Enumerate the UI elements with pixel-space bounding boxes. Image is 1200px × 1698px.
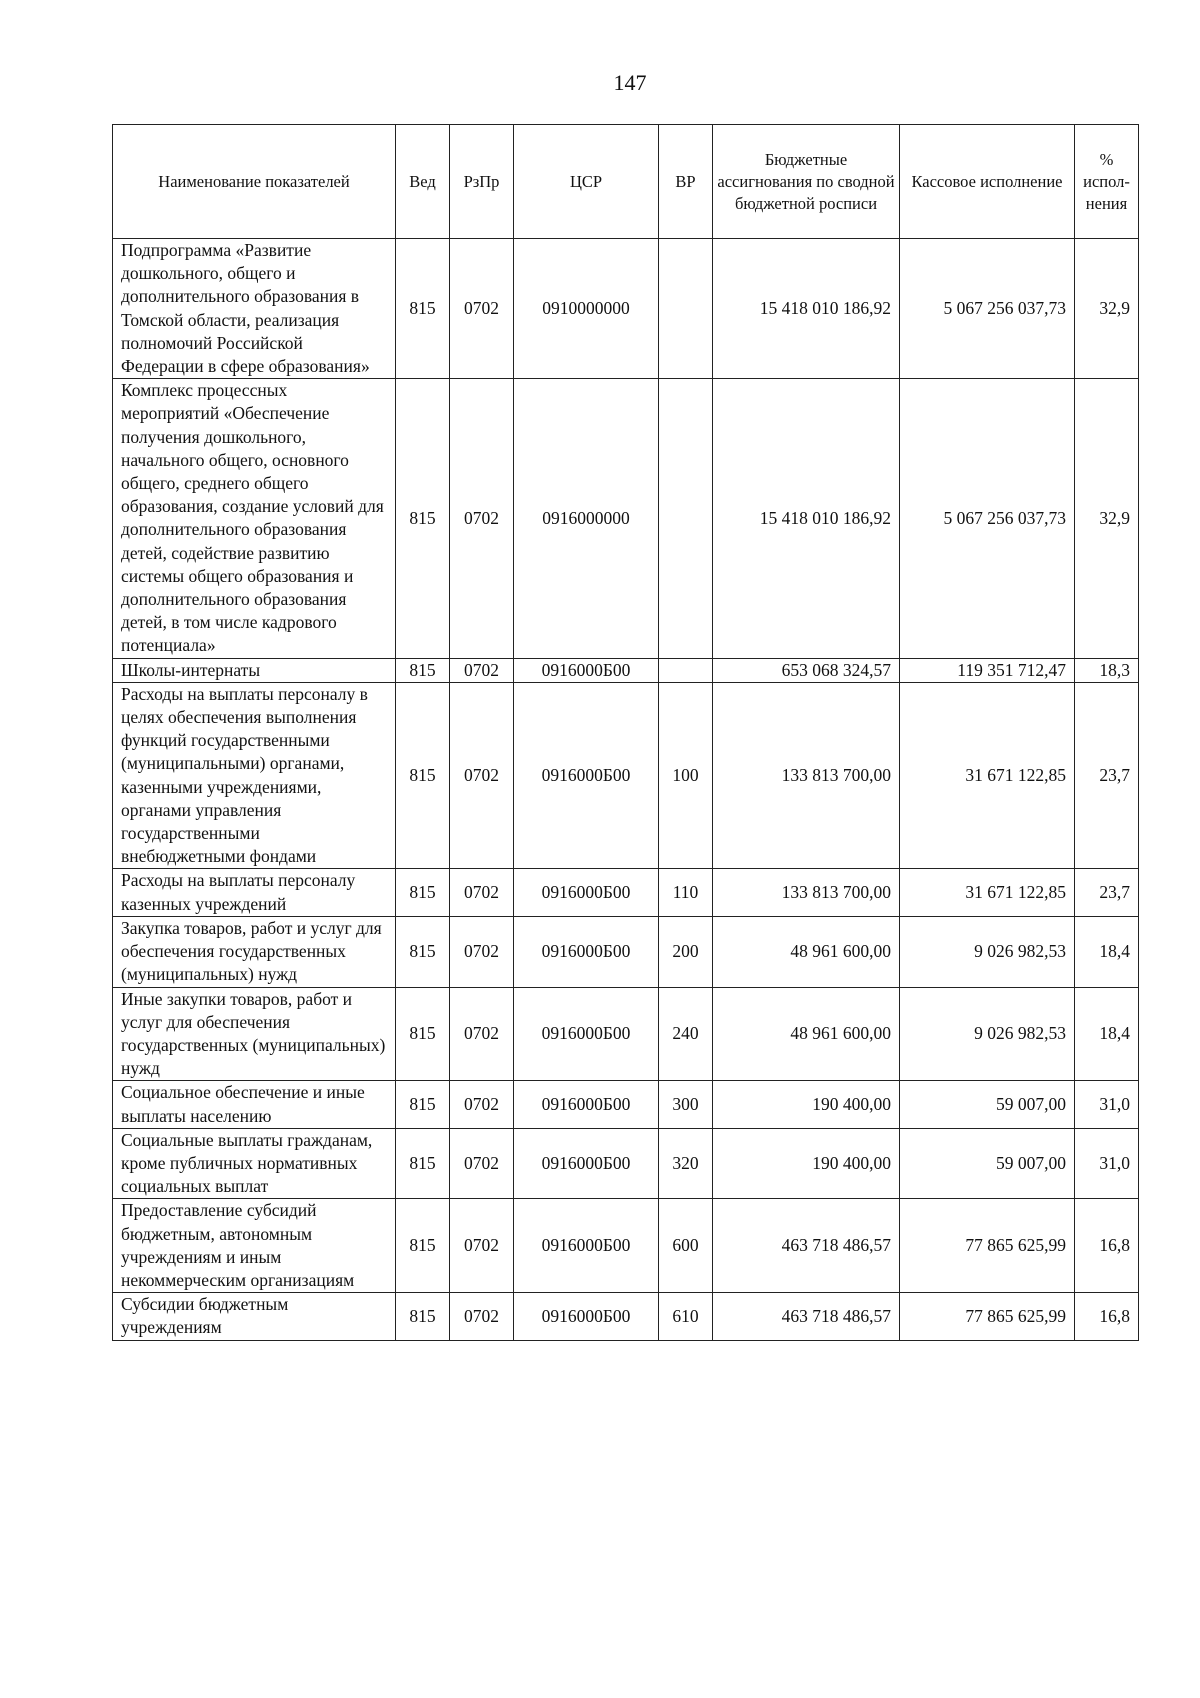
row-pct: 23,7 [1075, 682, 1139, 869]
row-ved: 815 [396, 1293, 450, 1340]
row-csr: 0916000Б00 [514, 682, 659, 869]
row-name: Школы-интернаты [113, 658, 396, 682]
row-rzpr: 0702 [450, 1128, 514, 1199]
row-name: Предоставление субсидий бюджетным, автономным учреждениям и иным некоммерческим организациям [113, 1199, 396, 1293]
row-cash: 9 026 982,53 [900, 987, 1075, 1081]
row-assign: 190 400,00 [713, 1128, 900, 1199]
row-rzpr: 0702 [450, 1081, 514, 1128]
table-row [113, 1199, 1139, 1293]
row-ved: 815 [396, 239, 450, 379]
row-cash: 31 671 122,85 [900, 682, 1075, 869]
row-pct: 16,8 [1075, 1293, 1139, 1340]
row-pct: 23,7 [1075, 869, 1139, 916]
row-rzpr: 0702 [450, 987, 514, 1081]
row-cash: 59 007,00 [900, 1081, 1075, 1128]
row-rzpr: 0702 [450, 1293, 514, 1340]
row-rzpr: 0702 [450, 682, 514, 869]
header-row [113, 125, 1139, 239]
row-csr: 0916000Б00 [514, 658, 659, 682]
row-vr: 320 [659, 1128, 713, 1199]
row-ved: 815 [396, 682, 450, 869]
row-rzpr: 0702 [450, 379, 514, 658]
table-row [113, 379, 1139, 658]
row-name: Подпрограмма «Развитие дошкольного, общего и дополнительного образования в Томской области, реализация полномочий Российской Федерации в сфере образования» [113, 239, 396, 379]
row-csr: 0916000Б00 [514, 1293, 659, 1340]
row-assign: 653 068 324,57 [713, 658, 900, 682]
row-name: Иные закупки товаров, работ и услуг для обеспечения государственных (муниципальных) нужд [113, 987, 396, 1081]
row-cash: 119 351 712,47 [900, 658, 1075, 682]
row-pct: 18,3 [1075, 658, 1139, 682]
row-pct: 32,9 [1075, 379, 1139, 658]
row-vr: 200 [659, 916, 713, 987]
row-vr [659, 658, 713, 682]
row-csr: 0916000Б00 [514, 916, 659, 987]
row-assign: 133 813 700,00 [713, 869, 900, 916]
row-vr: 110 [659, 869, 713, 916]
row-name: Социальное обеспечение и иные выплаты населению [113, 1081, 396, 1128]
header-csr: ЦСР [514, 125, 659, 239]
table-row [113, 1081, 1139, 1128]
row-name: Социальные выплаты гражданам, кроме публичных нормативных социальных выплат [113, 1128, 396, 1199]
row-vr: 240 [659, 987, 713, 1081]
row-csr: 0916000000 [514, 379, 659, 658]
row-cash: 5 067 256 037,73 [900, 379, 1075, 658]
row-name: Комплекс процессных мероприятий «Обеспечение получения дошкольного, начального общего, основного общего, среднего общего образования, создание условий для дополнительного образования детей, содействие развитию системы общего образования и дополнительного образования детей, в том числе кадрового потенциала» [113, 379, 396, 658]
row-cash: 9 026 982,53 [900, 916, 1075, 987]
header-cash: Кассовое исполнение [900, 125, 1075, 239]
row-vr: 600 [659, 1199, 713, 1293]
row-ved: 815 [396, 1128, 450, 1199]
row-pct: 31,0 [1075, 1081, 1139, 1128]
row-cash: 5 067 256 037,73 [900, 239, 1075, 379]
row-csr: 0916000Б00 [514, 1081, 659, 1128]
table-row [113, 239, 1139, 379]
row-rzpr: 0702 [450, 1199, 514, 1293]
row-assign: 463 718 486,57 [713, 1199, 900, 1293]
row-assign: 190 400,00 [713, 1081, 900, 1128]
row-assign: 463 718 486,57 [713, 1293, 900, 1340]
table-row [113, 987, 1139, 1081]
row-ved: 815 [396, 1081, 450, 1128]
row-vr: 610 [659, 1293, 713, 1340]
row-cash: 31 671 122,85 [900, 869, 1075, 916]
row-assign: 48 961 600,00 [713, 987, 900, 1081]
header-vr: ВР [659, 125, 713, 239]
table-row [113, 1293, 1139, 1340]
row-assign: 133 813 700,00 [713, 682, 900, 869]
header-assign: Бюджетные ассигнования по сводной бюджетной росписи [713, 125, 900, 239]
row-vr: 300 [659, 1081, 713, 1128]
row-rzpr: 0702 [450, 658, 514, 682]
table-row [113, 1128, 1139, 1199]
row-name: Закупка товаров, работ и услуг для обеспечения государственных (муниципальных) нужд [113, 916, 396, 987]
header-name: Наименование показателей [113, 125, 396, 239]
row-assign: 48 961 600,00 [713, 916, 900, 987]
row-ved: 815 [396, 869, 450, 916]
row-pct: 18,4 [1075, 987, 1139, 1081]
row-pct: 32,9 [1075, 239, 1139, 379]
row-vr: 100 [659, 682, 713, 869]
row-csr: 0916000Б00 [514, 1128, 659, 1199]
row-ved: 815 [396, 379, 450, 658]
table-row [113, 682, 1139, 869]
row-pct: 31,0 [1075, 1128, 1139, 1199]
row-csr: 0916000Б00 [514, 869, 659, 916]
header-ved: Вед [396, 125, 450, 239]
row-cash: 59 007,00 [900, 1128, 1075, 1199]
page-number: 147 [613, 70, 647, 95]
row-csr: 0910000000 [514, 239, 659, 379]
row-cash: 77 865 625,99 [900, 1199, 1075, 1293]
table-row [113, 916, 1139, 987]
budget-table [112, 124, 1139, 1341]
row-name: Расходы на выплаты персоналу в целях обеспечения выполнения функций государственными (муниципальными) органами, казенными учреждениями, органами управления государственными внебюджетными фондами [113, 682, 396, 869]
row-name: Субсидии бюджетным учреждениям [113, 1293, 396, 1340]
header-rzpr: РзПр [450, 125, 514, 239]
table-row [113, 869, 1139, 916]
row-ved: 815 [396, 987, 450, 1081]
row-ved: 815 [396, 1199, 450, 1293]
row-pct: 18,4 [1075, 916, 1139, 987]
row-vr [659, 239, 713, 379]
row-pct: 16,8 [1075, 1199, 1139, 1293]
row-csr: 0916000Б00 [514, 1199, 659, 1293]
row-assign: 15 418 010 186,92 [713, 239, 900, 379]
header-pct: % испол-нения [1075, 125, 1139, 239]
row-rzpr: 0702 [450, 869, 514, 916]
row-vr [659, 379, 713, 658]
row-cash: 77 865 625,99 [900, 1293, 1075, 1340]
row-ved: 815 [396, 916, 450, 987]
row-name: Расходы на выплаты персоналу казенных учреждений [113, 869, 396, 916]
row-csr: 0916000Б00 [514, 987, 659, 1081]
row-rzpr: 0702 [450, 239, 514, 379]
row-rzpr: 0702 [450, 916, 514, 987]
table-row [113, 658, 1139, 682]
row-ved: 815 [396, 658, 450, 682]
row-assign: 15 418 010 186,92 [713, 379, 900, 658]
